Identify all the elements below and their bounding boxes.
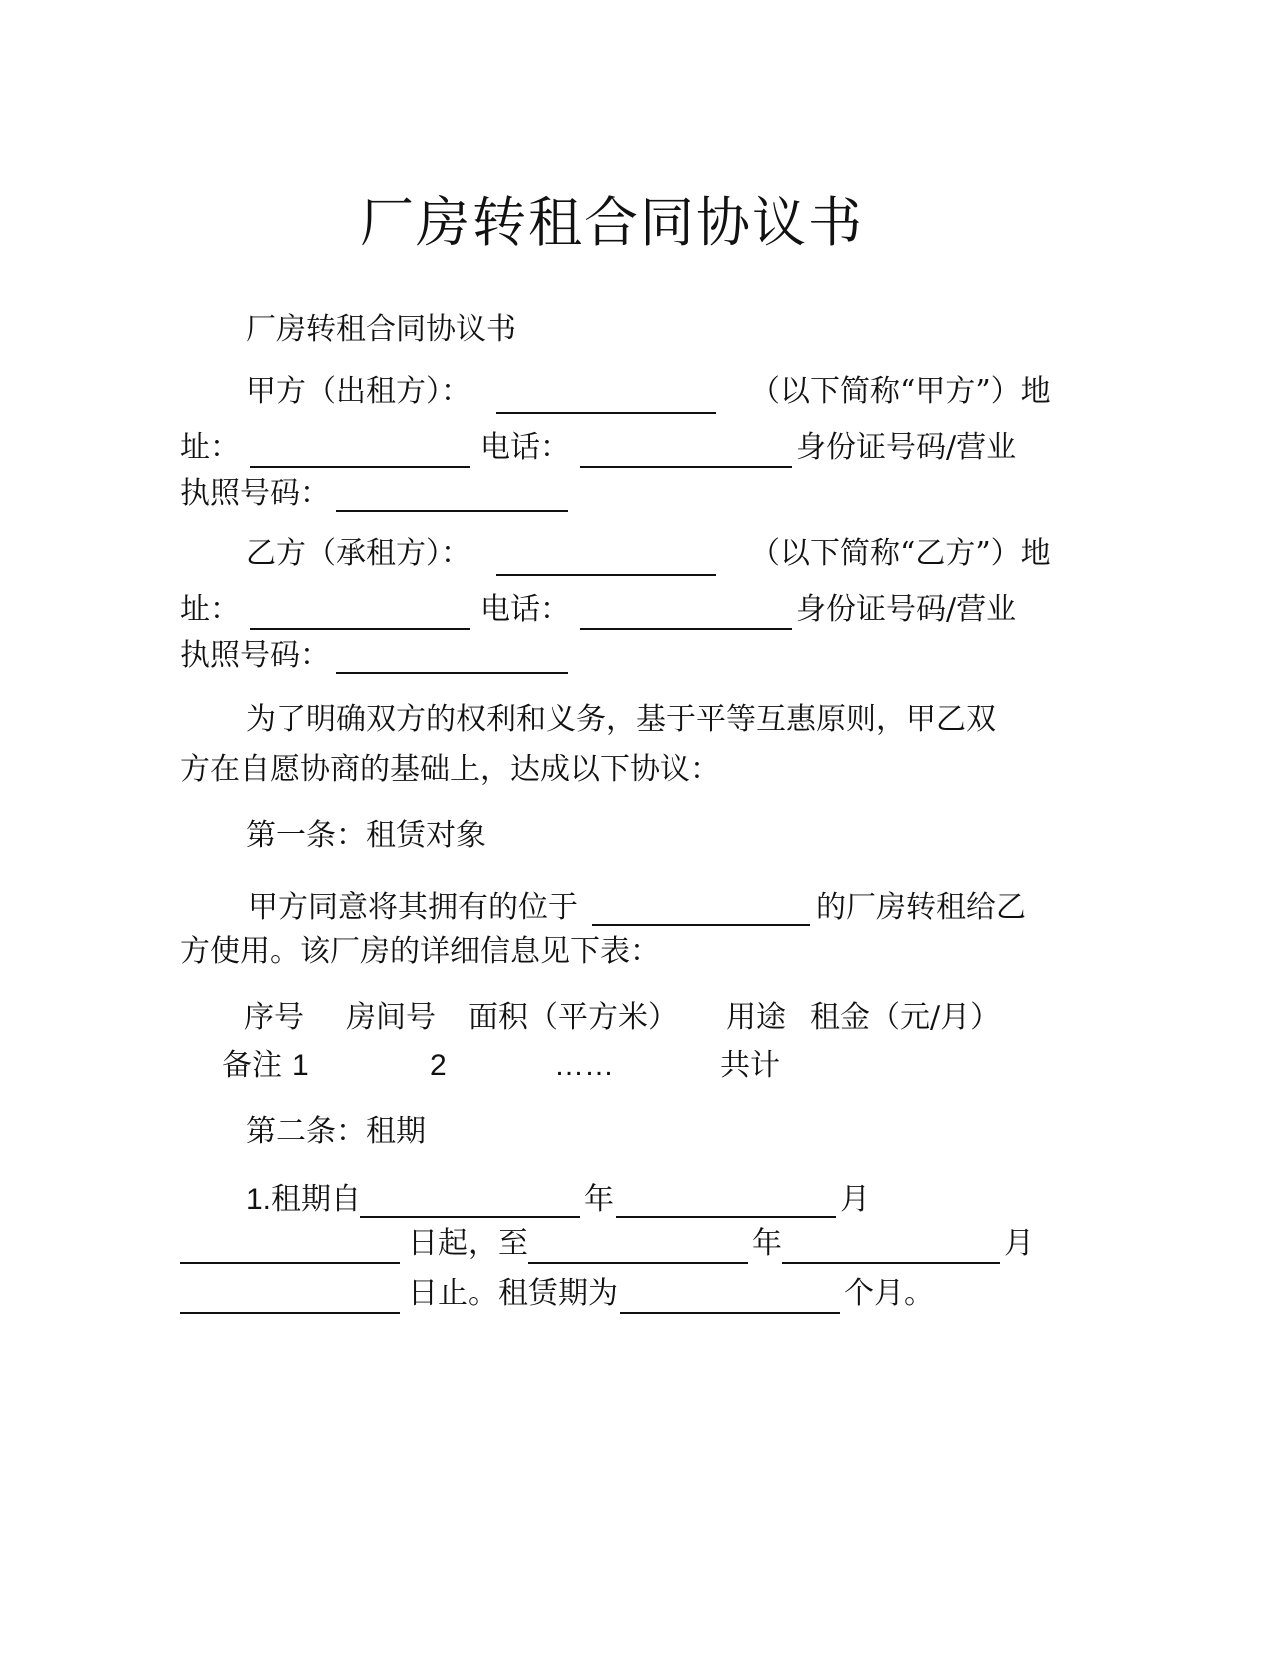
table-header-use: 用途 [726, 1000, 786, 1035]
party-a-addr-blank [250, 440, 470, 468]
subtitle: 厂房转租合同协议书 [246, 312, 516, 347]
party-a-alias: （以下简称“甲方”）地 [750, 374, 1051, 409]
table-row-2: 2 [430, 1049, 447, 1082]
page-title: 厂房转租合同协议书 [360, 191, 864, 254]
party-a-label: 甲方（出租方）： [246, 374, 471, 409]
party-b-addr-blank [250, 602, 470, 630]
table-header-area: 面积（平方米） [468, 1000, 678, 1035]
start-month-blank [616, 1190, 836, 1218]
table-row-ellipsis: …… [554, 1049, 614, 1082]
article-1-heading: 第一条：租赁对象 [246, 818, 486, 853]
party-b-label: 乙方（承租方）： [246, 536, 471, 571]
end-day-label: 日止。租赁期为 [408, 1276, 618, 1311]
start-day-label: 日起，至 [408, 1226, 528, 1261]
end-month-blank [782, 1236, 1000, 1264]
duration-unit: 个月。 [844, 1276, 934, 1311]
party-a-license-blank [336, 484, 568, 512]
end-year-blank [528, 1236, 748, 1264]
intro-line-2: 方在自愿协商的基础上，达成以下协议： [180, 752, 720, 787]
table-row-remark: 备注 [222, 1048, 282, 1083]
table-row-total: 共计 [720, 1048, 780, 1083]
end-month-unit: 月 [1004, 1226, 1034, 1261]
party-b-id-label: 身份证号码/营业 [796, 592, 1017, 627]
party-a-phone-blank [580, 440, 792, 468]
term-start-label: 1.租期自 [246, 1183, 362, 1216]
table-row-1: 1 [292, 1049, 309, 1082]
end-day-blank [180, 1286, 400, 1314]
party-a-id-label: 身份证号码/营业 [796, 430, 1017, 465]
party-b-name-blank [496, 548, 716, 576]
party-b-addr-label: 址： [180, 592, 240, 627]
start-day-blank [180, 1236, 400, 1264]
party-a-addr-label: 址： [180, 430, 240, 465]
duration-blank [620, 1286, 840, 1314]
party-b-alias: （以下简称“乙方”）地 [750, 536, 1051, 571]
party-b-license-blank [336, 646, 568, 674]
table-header-rent: 租金（元/月） [810, 1000, 1001, 1035]
intro-line-1: 为了明确双方的权利和义务，基于平等互惠原则，甲乙双 [246, 702, 996, 737]
start-month-unit: 月 [840, 1182, 870, 1217]
table-header-room: 房间号 [346, 1000, 436, 1035]
article-2-heading: 第二条：租期 [246, 1114, 426, 1149]
party-a-phone-label: 电话： [480, 430, 570, 465]
start-year-blank [360, 1190, 580, 1218]
party-b-license-label: 执照号码： [180, 638, 330, 673]
party-b-phone-label: 电话： [480, 592, 570, 627]
party-b-phone-blank [580, 602, 792, 630]
start-year-unit: 年 [584, 1182, 614, 1217]
location-blank [592, 898, 810, 926]
party-a-name-blank [496, 386, 716, 414]
article-1-text-c: 方使用。该厂房的详细信息见下表： [180, 934, 660, 969]
end-year-unit: 年 [752, 1226, 782, 1261]
table-header-index: 序号 [244, 1000, 304, 1035]
article-1-text-a: 甲方同意将其拥有的位于 [248, 890, 578, 925]
party-a-license-label: 执照号码： [180, 476, 330, 511]
article-1-text-b: 的厂房转租给乙 [816, 890, 1026, 925]
